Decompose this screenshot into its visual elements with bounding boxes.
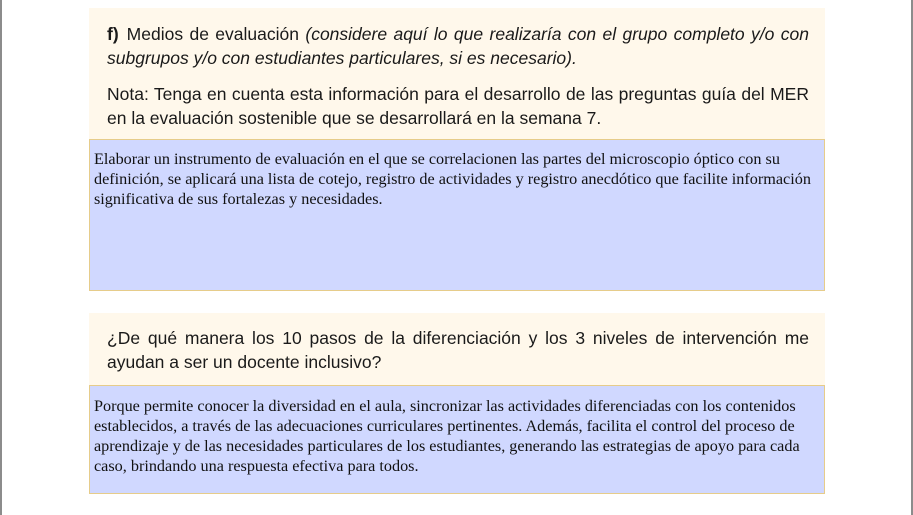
section-f-label: f) xyxy=(107,24,119,44)
question-2-text: ¿De qué manera los 10 pasos de la diferenciación y los 3 niveles de intervención me ayudan a ser un docente inclusivo? xyxy=(107,328,809,372)
question-2-answer-field[interactable]: Porque permite conocer la diversidad en el aula, sincronizar las actividades diferenciadas con los contenidos establecidos, a través de las adecuaciones curriculares pertinentes. Además, facilita el control del proceso de aprendizaje y de las necesidades particulares de los estudiantes, generando las estrategias de apoyo para cada caso, brindando una respuesta efectiva para todos. xyxy=(89,385,825,494)
section-f-note: Nota: Tenga en cuenta esta información para el desarrollo de las preguntas guía del MER en la evaluación sostenible que se desarrollará en la semana 7. xyxy=(107,84,809,128)
section-f-instruction: (considere aquí lo que realizaría con el grupo completo y/o con subgrupos y/o con estudiantes particulares, si es necesario). xyxy=(107,24,809,68)
section-f-answer-field[interactable]: Elaborar un instrumento de evaluación en el que se correlacionen las partes del microscopio óptico con su definición, se aplicará una lista de cotejo, registro de actividades y registro anecdótico que facilite información significativa de sus fortalezas y necesidades. xyxy=(89,139,825,291)
section-f-title: Medios de evaluación xyxy=(126,24,299,44)
page-left-border xyxy=(0,0,2,515)
question-2-prompt-panel xyxy=(89,313,825,385)
section-f-prompt-panel xyxy=(89,8,825,140)
section-f-heading xyxy=(107,22,809,70)
